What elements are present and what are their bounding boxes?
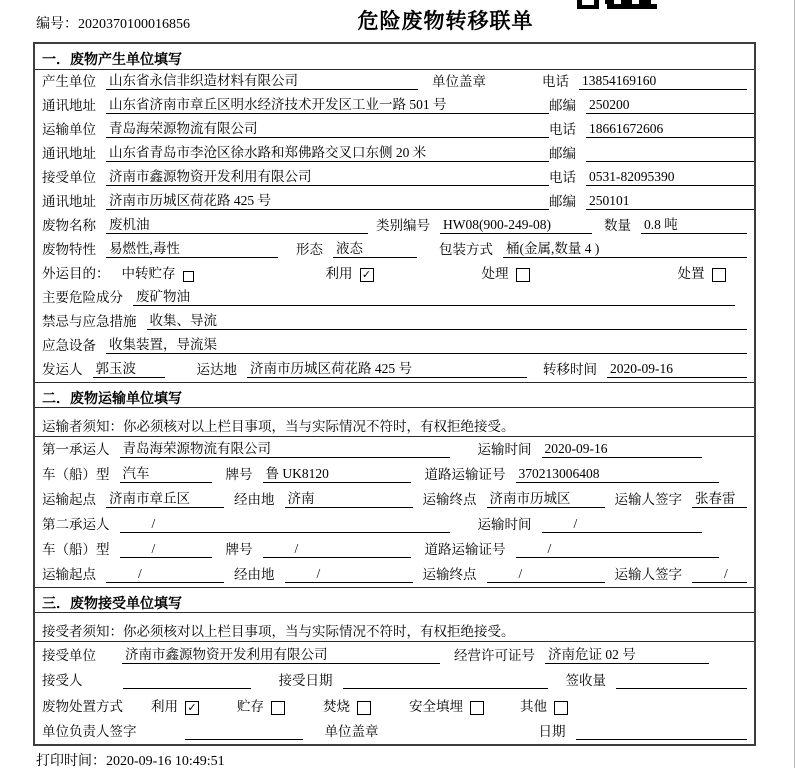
carrier-signature-value: 张春雷 — [692, 487, 747, 508]
plate-number-label: 牌号 — [225, 542, 253, 557]
unit-seal-label: 单位盖章 — [324, 724, 379, 739]
quantity-value: 0.8 吨 — [641, 214, 747, 234]
checkbox-landfill-icon — [470, 701, 484, 715]
transporter-notice: 运输者须知：你必须核对以上栏目事项，当与实际情况不符时，有权拒绝接受。 — [35, 408, 754, 437]
checkbox-incinerate-icon — [357, 701, 371, 715]
transfer-form-table — [33, 42, 756, 746]
unit-seal-label: 单位盖章 — [432, 74, 486, 89]
address-label: 通讯地址 — [42, 194, 96, 209]
checkbox-transfer-storage-icon — [183, 271, 194, 282]
accept-date-label: 接受日期 — [278, 673, 333, 688]
transfer-date-value: 2020-09-16 — [607, 361, 747, 378]
purpose-option-treat — [482, 262, 530, 282]
consignor-value: 郭玉波 — [93, 358, 165, 378]
transfer-date-label: 转移时间 — [543, 362, 597, 377]
receiver-unit-value: 济南市鑫源物资开发利用有限公司 — [106, 166, 549, 186]
destination-label: 运达地 — [196, 362, 237, 377]
vehicle-type-value: 汽车 — [120, 462, 212, 483]
checkbox-label: 贮存 — [237, 698, 264, 714]
date-value — [576, 739, 748, 740]
serial-label: 编号： — [36, 17, 78, 32]
checkbox-label: 中转贮存 — [121, 266, 176, 281]
row-emergency-equipment — [35, 334, 754, 358]
row-waste-property — [35, 238, 754, 262]
road-permit-label: 道路运输证号 — [424, 542, 506, 557]
postcode-value: 250101 — [586, 193, 754, 210]
row-vehicle-type-1 — [35, 462, 754, 487]
checkbox-label: 利用 — [325, 266, 353, 281]
row-outbound-purpose — [35, 262, 754, 286]
checkbox-other-icon — [554, 701, 568, 715]
carrier-signature-label: 运输人签字 — [614, 567, 682, 582]
category-code-value: HW08(900-249-08) — [440, 217, 592, 234]
license-number-value: 济南危证 02 号 — [545, 643, 709, 664]
receiver-unit-label: 接受单位 — [42, 170, 96, 185]
checkbox-utilize-icon: ✓ — [185, 701, 199, 715]
consignor-label: 发运人 — [42, 362, 83, 377]
route-via-value: 济南 — [285, 487, 413, 508]
disposal-method-label: 废物处置方式 — [42, 698, 123, 714]
address-label: 通讯地址 — [42, 146, 96, 161]
accepting-unit-label: 接受单位 — [42, 647, 96, 663]
route-via-label: 经由地 — [234, 567, 275, 582]
serial-value: 2020370100016856 — [78, 17, 190, 32]
row-consignor — [35, 358, 754, 382]
route-end-label: 运输终点 — [422, 492, 477, 507]
checkbox-label: 处理 — [481, 266, 509, 281]
form-state-value: 液态 — [333, 238, 417, 258]
phone-value: 18661672606 — [586, 121, 754, 138]
phone-label: 电话 — [549, 122, 576, 137]
waste-property-label: 废物特性 — [42, 242, 96, 257]
address-label: 通讯地址 — [42, 98, 96, 113]
transport-date-value: 2020-09-16 — [542, 441, 703, 458]
row-responsible-signature — [35, 719, 754, 745]
packing-value: 桶(金属,数量 4 ) — [503, 238, 747, 258]
emergency-measures-label: 禁忌与应急措施 — [42, 314, 137, 329]
row-transport-unit — [35, 118, 754, 142]
receiver-notice: 接受者须知：你必须核对以上栏目事项，当与实际情况不符时，有权拒绝接受。 — [35, 613, 754, 642]
checkbox-dispose-icon — [712, 268, 726, 282]
route-origin-label: 运输起点 — [42, 567, 96, 582]
vehicle-type-label: 车（船）型 — [42, 467, 110, 482]
section3-header: 三．废物接受单位填写 — [35, 587, 754, 613]
print-time-label: 打印时间： — [36, 754, 106, 768]
postcode-value: 250200 — [586, 97, 754, 114]
plate-number-value: 鲁 UK8120 — [263, 462, 411, 483]
transport-unit-label: 运输单位 — [42, 122, 96, 137]
emergency-measures-value: 收集、导流 — [147, 310, 748, 330]
page-edge-divider — [794, 0, 795, 768]
checkbox-label: 处置 — [677, 266, 705, 281]
road-permit-value: / — [516, 541, 720, 558]
plate-number-value: / — [263, 541, 411, 558]
row-disposal-method — [35, 693, 754, 719]
route-origin-value: / — [106, 566, 224, 583]
purpose-option-transfer-storage — [122, 262, 194, 282]
route-via-label: 经由地 — [234, 492, 275, 507]
row-acceptor — [35, 668, 754, 694]
carrier-signature-value: / — [692, 566, 747, 583]
responsible-signature-label: 单位负责人签字 — [42, 724, 137, 739]
disposal-option-landfill — [409, 695, 484, 715]
postcode-label: 邮编 — [549, 146, 576, 161]
first-carrier-value: 青岛海荣源物流有限公司 — [120, 437, 450, 458]
print-time-value: 2020-09-16 10:49:51 — [106, 754, 225, 768]
checkbox-label: 焚烧 — [323, 698, 350, 714]
carrier-signature-label: 运输人签字 — [614, 492, 682, 507]
transport-date-label: 运输时间 — [477, 517, 532, 532]
route-origin-value: 济南市章丘区 — [106, 487, 224, 508]
row-transport-address — [35, 142, 754, 166]
packing-label: 包装方式 — [439, 242, 493, 257]
checkbox-label: 安全填埋 — [409, 698, 463, 714]
destination-value: 济南市历城区荷花路 425 号 — [247, 358, 527, 378]
address-value: 山东省济南市章丘区明水经济技术开发区工业一路 501 号 — [106, 94, 549, 114]
plate-number-label: 牌号 — [225, 467, 253, 482]
acceptor-value — [123, 688, 251, 689]
transport-unit-value: 青岛海荣源物流有限公司 — [106, 118, 549, 138]
checkbox-treat-icon — [516, 268, 530, 282]
checkbox-utilize-icon: ✓ — [360, 268, 374, 282]
row-second-carrier — [35, 512, 754, 537]
route-end-label: 运输终点 — [422, 567, 477, 582]
transport-date-label: 运输时间 — [477, 442, 532, 457]
transport-date-value: / — [542, 516, 703, 533]
row-receiver-address — [35, 190, 754, 214]
main-hazard-value: 废矿物油 — [133, 286, 735, 306]
postcode-value — [586, 161, 754, 162]
quantity-label: 数量 — [604, 218, 631, 233]
acceptor-label: 接受人 — [42, 673, 83, 688]
disposal-option-incinerate — [323, 695, 371, 715]
purpose-option-utilize — [326, 262, 374, 282]
qr-code-fragment-icon — [577, 0, 663, 10]
postcode-label: 邮编 — [549, 98, 576, 113]
disposal-option-other — [520, 695, 568, 715]
route-end-value: 济南市历城区 — [487, 487, 605, 508]
road-permit-value: 370213006408 — [516, 466, 720, 483]
producer-unit-label: 产生单位 — [42, 74, 96, 89]
checkbox-label: 其他 — [520, 698, 547, 714]
route-via-value: / — [285, 566, 413, 583]
phone-value: 0531-82095390 — [586, 169, 754, 186]
vehicle-type-value: / — [120, 541, 212, 558]
row-waste-name — [35, 214, 754, 238]
row-vehicle-type-2 — [35, 537, 754, 562]
second-carrier-value: / — [120, 516, 450, 533]
waste-property-value: 易燃性,毒性 — [106, 238, 278, 258]
date-label: 日期 — [538, 724, 566, 739]
row-first-carrier — [35, 437, 754, 462]
row-accepting-unit — [35, 642, 754, 668]
purpose-label: 外运目的： — [42, 266, 110, 281]
waste-name-label: 废物名称 — [42, 218, 96, 233]
emergency-equipment-value: 收集装置，导流渠 — [106, 334, 747, 354]
category-code-label: 类别编号 — [376, 218, 430, 233]
row-main-hazard — [35, 286, 754, 310]
received-quantity-value — [616, 688, 747, 689]
postcode-label: 邮编 — [549, 194, 576, 209]
main-hazard-label: 主要危险成分 — [42, 290, 123, 305]
row-emergency-measures — [35, 310, 754, 334]
accept-date-value — [343, 688, 548, 689]
row-route-1 — [35, 487, 754, 512]
route-end-value: / — [487, 566, 605, 583]
producer-unit-value: 山东省永信非织造材料有限公司 — [106, 70, 418, 90]
first-carrier-label: 第一承运人 — [42, 442, 110, 457]
received-quantity-label: 签收量 — [565, 673, 606, 688]
row-route-2 — [35, 562, 754, 587]
emergency-equipment-label: 应急设备 — [42, 338, 96, 353]
waste-name-value: 废机油 — [106, 214, 368, 234]
address-value: 山东省青岛市李沧区徐水路和郑佛路交叉口东侧 20 米 — [106, 142, 549, 162]
checkbox-storage-icon — [271, 701, 285, 715]
print-time — [36, 750, 225, 768]
phone-label: 电话 — [542, 74, 569, 89]
section1-header: 一．废物产生单位填写 — [35, 44, 754, 70]
page-title: 危险废物转移联单 — [357, 9, 534, 33]
row-producer-unit — [35, 70, 754, 94]
phone-value: 13854169160 — [579, 73, 747, 90]
license-number-label: 经营许可证号 — [454, 647, 535, 663]
second-carrier-label: 第二承运人 — [42, 517, 110, 532]
disposal-option-storage — [237, 695, 285, 715]
checkbox-label: 利用 — [151, 698, 178, 714]
row-receiver-unit — [35, 166, 754, 190]
purpose-option-dispose — [678, 262, 726, 282]
disposal-option-utilize — [151, 695, 199, 715]
accepting-unit-value: 济南市鑫源物资开发利用有限公司 — [122, 643, 440, 664]
vehicle-type-label: 车（船）型 — [42, 542, 110, 557]
route-origin-label: 运输起点 — [42, 492, 96, 507]
form-state-label: 形态 — [296, 242, 323, 257]
row-producer-address — [35, 94, 754, 118]
phone-label: 电话 — [549, 170, 576, 185]
responsible-signature-value — [185, 739, 303, 740]
section2-header: 二．废物运输单位填写 — [35, 382, 754, 408]
address-value: 济南市历城区荷花路 425 号 — [106, 190, 549, 210]
road-permit-label: 道路运输证号 — [424, 467, 506, 482]
